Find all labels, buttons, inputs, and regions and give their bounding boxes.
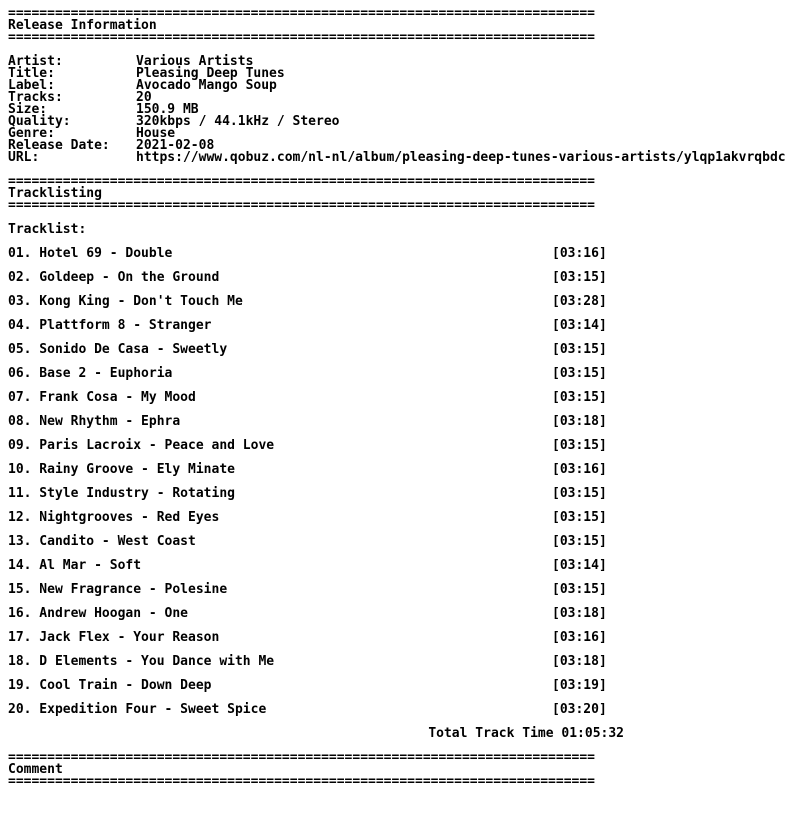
- track-title: 13. Candito - West Coast: [8, 534, 196, 549]
- info-row-size: [8, 104, 804, 116]
- track-title: 07. Frank Cosa - My Mood: [8, 390, 196, 405]
- track-title: 08. New Rhythm - Ephra: [8, 414, 181, 429]
- track-row: [8, 272, 804, 284]
- track-row: [8, 560, 804, 572]
- track-title: 09. Paris Lacroix - Peace and Love: [8, 438, 275, 453]
- track-duration: [03:28]: [552, 294, 607, 309]
- divider: ===========================================================================: [8, 752, 595, 764]
- track-row: [8, 440, 804, 452]
- track-title: 16. Andrew Hoogan - One: [8, 606, 189, 621]
- track-row: [8, 320, 804, 332]
- info-row-artist: [8, 56, 804, 68]
- info-value: Avocado Mango Soup: [136, 78, 277, 93]
- info-row-quality: [8, 116, 804, 128]
- track-title: 15. New Fragrance - Polesine: [8, 582, 228, 597]
- track-row: [8, 248, 804, 260]
- info-value: 150.9 MB: [136, 102, 199, 117]
- track-duration: [03:15]: [552, 510, 607, 525]
- track-duration: [03:16]: [552, 246, 607, 261]
- track-row: [8, 296, 804, 308]
- track-title: 02. Goldeep - On the Ground: [8, 270, 220, 285]
- info-key: Quality:: [8, 114, 71, 129]
- track-title: 12. Nightgrooves - Red Eyes: [8, 510, 220, 525]
- section-title-comment: Comment: [8, 762, 63, 777]
- info-row-url: [8, 152, 804, 164]
- info-value: 2021-02-08: [136, 138, 215, 153]
- info-key: Tracks:: [8, 90, 63, 105]
- track-row: [8, 656, 804, 668]
- track-row: [8, 488, 804, 500]
- track-duration: [03:18]: [552, 654, 607, 669]
- track-row: [8, 344, 804, 356]
- track-row: [8, 416, 804, 428]
- track-row: [8, 464, 804, 476]
- info-row-tracks: [8, 92, 804, 104]
- track-title: 01. Hotel 69 - Double: [8, 246, 173, 261]
- info-value: Pleasing Deep Tunes: [136, 66, 285, 81]
- info-key: Size:: [8, 102, 48, 117]
- track-row: [8, 368, 804, 380]
- track-duration: [03:16]: [552, 630, 607, 645]
- track-duration: [03:15]: [552, 390, 607, 405]
- track-title: 11. Style Industry - Rotating: [8, 486, 235, 501]
- track-title: 18. D Elements - You Dance with Me: [8, 654, 275, 669]
- track-row: [8, 704, 804, 716]
- track-duration: [03:15]: [552, 366, 607, 381]
- info-row-title: [8, 68, 804, 80]
- track-title: 14. Al Mar - Soft: [8, 558, 142, 573]
- track-title: 17. Jack Flex - Your Reason: [8, 630, 220, 645]
- track-row: [8, 632, 804, 644]
- info-key: Release Date:: [8, 138, 110, 153]
- track-duration: [03:15]: [552, 438, 607, 453]
- track-duration: [03:19]: [552, 678, 607, 693]
- track-title: 03. Kong King - Don't Touch Me: [8, 294, 243, 309]
- track-title: 04. Plattform 8 - Stranger: [8, 318, 212, 333]
- divider: ===========================================================================: [8, 8, 595, 20]
- info-key: Genre:: [8, 126, 55, 141]
- track-duration: [03:18]: [552, 606, 607, 621]
- info-value: Various Artists: [136, 54, 254, 69]
- divider: ===========================================================================: [8, 776, 595, 788]
- track-title: 06. Base 2 - Euphoria: [8, 366, 173, 381]
- track-title: 20. Expedition Four - Sweet Spice: [8, 702, 267, 717]
- track-duration: [03:15]: [552, 270, 607, 285]
- info-row-genre: [8, 128, 804, 140]
- divider: ===========================================================================: [8, 200, 595, 212]
- tracklist-label: Tracklist:: [8, 222, 87, 237]
- divider: ===========================================================================: [8, 32, 595, 44]
- track-list: [8, 248, 804, 716]
- info-key: URL:: [8, 150, 40, 165]
- track-duration: [03:15]: [552, 486, 607, 501]
- release-info-list: [8, 56, 804, 164]
- track-duration: [03:14]: [552, 318, 607, 333]
- track-row: [8, 608, 804, 620]
- info-value: 20: [136, 90, 152, 105]
- track-duration: [03:18]: [552, 414, 607, 429]
- track-duration: [03:16]: [552, 462, 607, 477]
- track-row: [8, 680, 804, 692]
- track-duration: [03:15]: [552, 342, 607, 357]
- info-row-label: [8, 80, 804, 92]
- track-duration: [03:15]: [552, 582, 607, 597]
- track-row: [8, 512, 804, 524]
- total-track-time: Total Track Time 01:05:32: [428, 726, 624, 741]
- track-row: [8, 536, 804, 548]
- track-duration: [03:15]: [552, 534, 607, 549]
- section-title-tracklisting: Tracklisting: [8, 186, 102, 201]
- info-url-link[interactable]: https://www.qobuz.com/nl-nl/album/pleasing-deep-tunes-various-artists/ylqp1akvrqbdc: [136, 150, 786, 165]
- info-value: 320kbps / 44.1kHz / Stereo: [136, 114, 340, 129]
- track-duration: [03:20]: [552, 702, 607, 717]
- info-key: Label:: [8, 78, 55, 93]
- nfo-document: [8, 8, 804, 788]
- divider: ===========================================================================: [8, 176, 595, 188]
- info-key: Title:: [8, 66, 55, 81]
- info-key: Artist:: [8, 54, 63, 69]
- section-title-release-information: Release Information: [8, 18, 157, 33]
- track-title: 10. Rainy Groove - Ely Minate: [8, 462, 235, 477]
- track-title: 05. Sonido De Casa - Sweetly: [8, 342, 228, 357]
- track-duration: [03:14]: [552, 558, 607, 573]
- track-title: 19. Cool Train - Down Deep: [8, 678, 212, 693]
- track-row: [8, 584, 804, 596]
- track-row: [8, 392, 804, 404]
- info-value: House: [136, 126, 176, 141]
